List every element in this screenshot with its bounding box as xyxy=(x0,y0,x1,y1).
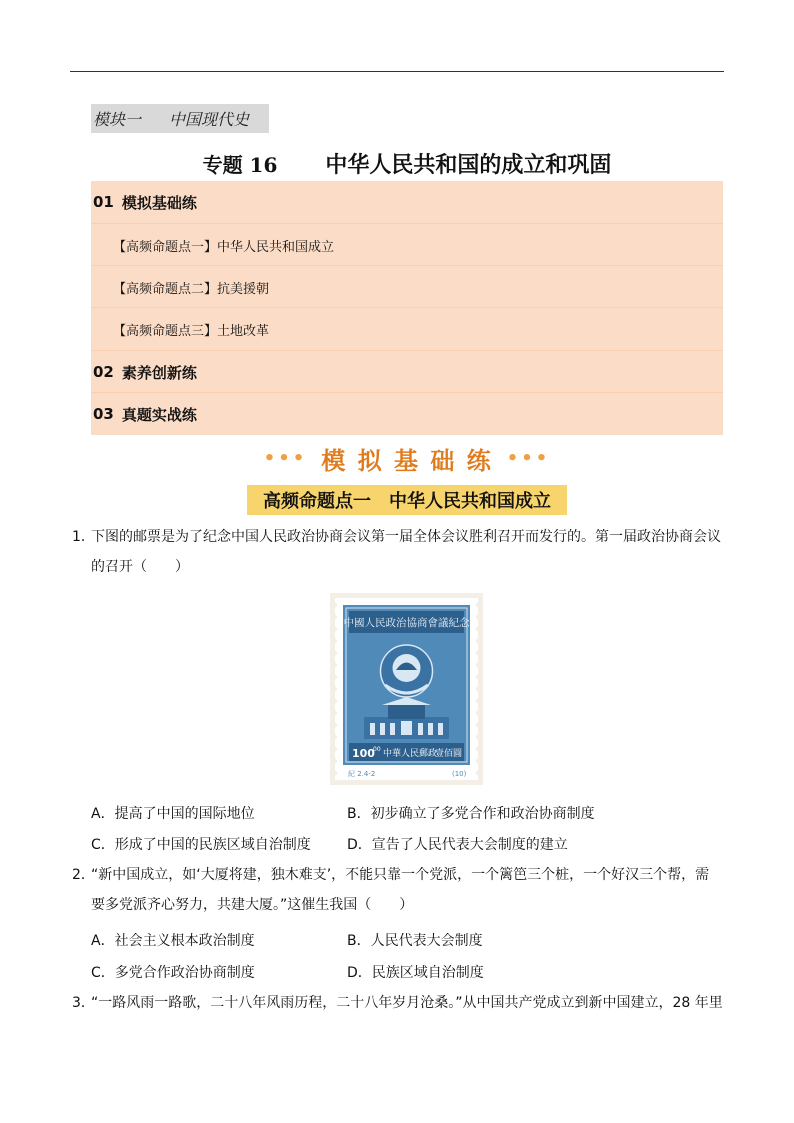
toc-index: 02 xyxy=(93,363,114,381)
point-title: 中华人民共和国成立 xyxy=(389,491,551,512)
q2-option-c[interactable]: C．多党合作政治协商制度 xyxy=(91,965,255,981)
commemorative-stamp-image xyxy=(330,593,483,785)
module-tag xyxy=(91,104,269,133)
point-label: 高频命题点一 xyxy=(263,491,371,512)
q2-option-d[interactable]: D．民族区域自治制度 xyxy=(347,965,484,981)
toc-subitem-2[interactable] xyxy=(91,265,723,308)
stamp-value-fraction: 00 xyxy=(373,746,381,753)
q1-option-b[interactable]: B．初步确立了多党合作和政治协商制度 xyxy=(347,806,595,822)
banner-title: 模 拟 基 础 练 xyxy=(321,446,493,475)
question-text: 下图的邮票是为了纪念中国人民政治协商会议第一届全体会议胜利召开而发行的。第一届政治协商会议的召开（ ） xyxy=(91,529,721,575)
toc-item-01[interactable] xyxy=(91,181,723,223)
stamp-post-text: 中華人民郵政 xyxy=(382,749,438,759)
toc-subitem-1[interactable] xyxy=(91,223,723,266)
module-topic: 中国现代史 xyxy=(169,110,250,129)
toc-index: 01 xyxy=(93,193,114,211)
topic-number: 专题 16 xyxy=(202,152,278,177)
banner-dots-right: ••• xyxy=(506,447,551,469)
question-2 xyxy=(72,860,723,920)
point-heading xyxy=(247,485,567,515)
question-1 xyxy=(72,522,723,582)
question-text: “一路风雨一路歌，二十八年风雨历程，二十八年岁月沧桑。”从中国共产党成立到新中国建立，28 年里 xyxy=(91,995,723,1011)
module-label: 模块一 xyxy=(93,110,142,129)
toc-item-02[interactable] xyxy=(91,350,723,393)
toc-label: 【高频命题点二】抗美援朝 xyxy=(113,281,270,297)
stamp-value: 100 xyxy=(352,747,375,760)
question-number: 3． xyxy=(72,995,95,1011)
question-number: 1． xyxy=(72,529,95,545)
question-text: “新中国成立，如‘大厦将建，独木难支’，不能只靠一个党派，一个篱笆三个桩，一个好汉三个帮，需要多党派齐心努力，共建大厦。”这催生我国（ ） xyxy=(91,867,710,913)
stamp-code: 紀 2.4-2 xyxy=(348,770,376,778)
topic-title xyxy=(91,146,723,180)
q2-option-b[interactable]: B．人民代表大会制度 xyxy=(347,933,483,949)
table-of-contents xyxy=(91,181,723,435)
stamp-denomination: 壹佰圓 xyxy=(434,749,462,759)
q1-option-a[interactable]: A．提高了中国的国际地位 xyxy=(91,806,255,822)
stamp-serial: (10) xyxy=(452,770,467,778)
toc-label: 【高频命题点一】中华人民共和国成立 xyxy=(113,239,335,255)
toc-label: 模拟基础练 xyxy=(121,193,197,212)
question-number: 2． xyxy=(72,867,95,883)
q2-option-a[interactable]: A．社会主义根本政治制度 xyxy=(91,933,255,949)
toc-label: 【高频命题点三】土地改革 xyxy=(113,323,270,339)
banner-dots-left: ••• xyxy=(263,447,308,469)
section-banner xyxy=(91,440,723,476)
header-rule xyxy=(70,71,724,72)
topic-title-text: 中华人民共和国的成立和巩固 xyxy=(325,151,612,178)
stamp-banner-text: 中國人民政治協商會議紀念 xyxy=(343,617,470,629)
toc-label: 素养创新练 xyxy=(121,363,197,382)
question-3 xyxy=(72,988,723,1018)
toc-index: 03 xyxy=(93,405,114,423)
q1-option-c[interactable]: C．形成了中国的民族区域自治制度 xyxy=(91,837,311,853)
q1-option-d[interactable]: D．宣告了人民代表大会制度的建立 xyxy=(347,837,568,853)
toc-label: 真题实战练 xyxy=(121,405,197,424)
toc-subitem-3[interactable] xyxy=(91,307,723,350)
toc-item-03[interactable] xyxy=(91,392,723,435)
